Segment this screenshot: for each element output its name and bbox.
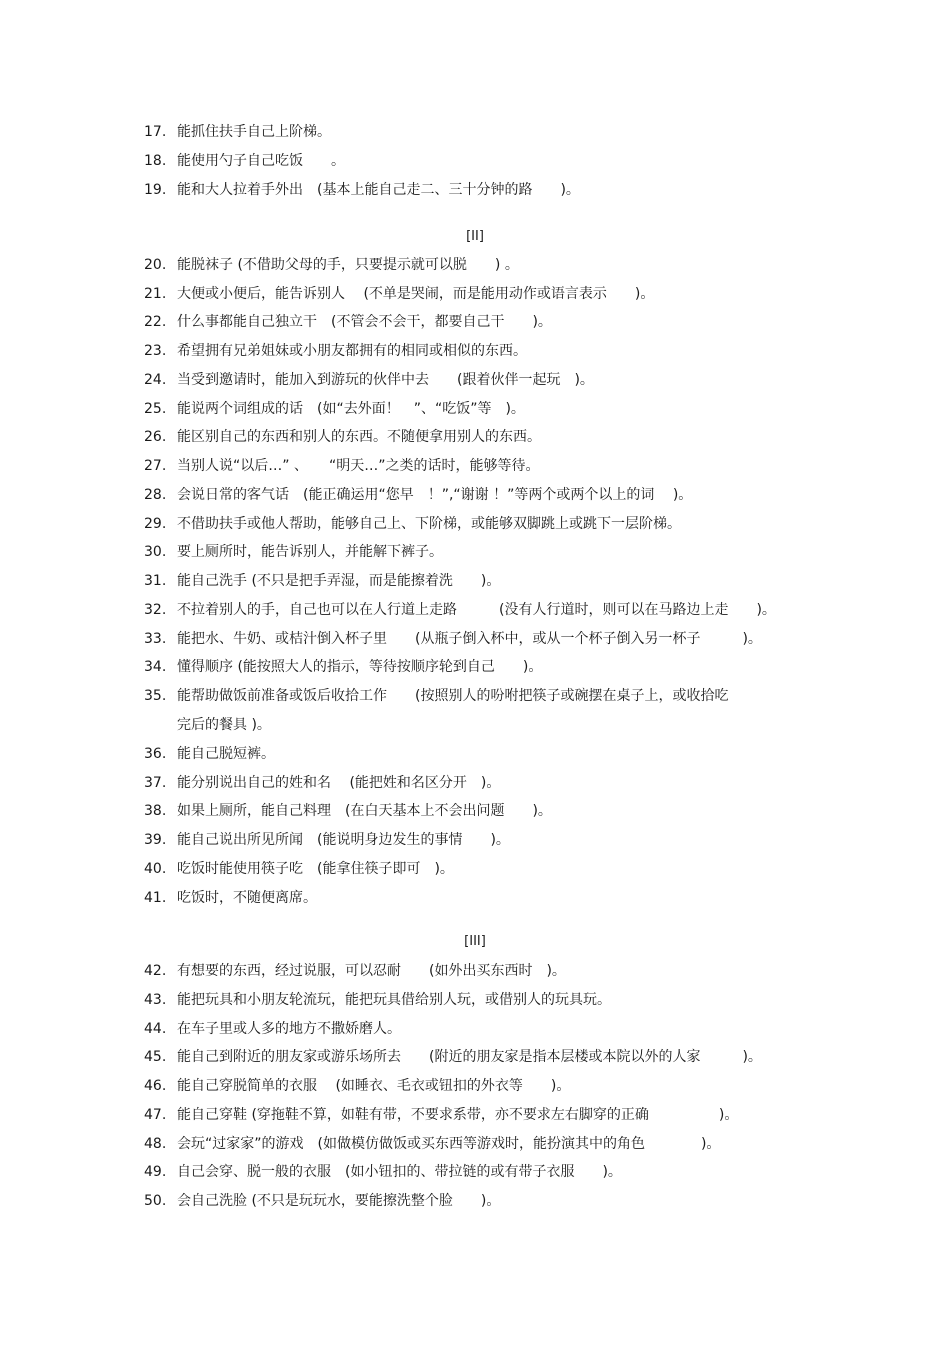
list-item bbox=[144, 831, 834, 849]
item-text: 懂得顺序 (能按照大人的指示，等待按顺序轮到自己 )。 bbox=[177, 659, 543, 675]
item-text: 能自己穿脱简单的衣服 (如睡衣、毛衣或钮扣的外衣等 )。 bbox=[177, 1078, 571, 1094]
item-text: 什么事都能自己独立干 (不管会不会干，都要自己干 )。 bbox=[177, 314, 552, 330]
item-number: 21. bbox=[144, 286, 167, 302]
item-text: 希望拥有兄弟姐妹或小朋友都拥有的相同或相似的东西。 bbox=[177, 343, 527, 359]
item-number: 23. bbox=[144, 343, 167, 359]
item-number: 49. bbox=[144, 1164, 167, 1180]
item-number: 48. bbox=[144, 1136, 167, 1152]
item-text-continuation: 完后的餐具 )。 bbox=[177, 717, 271, 733]
item-text: 能说两个词组成的话 (如“去外面！ ”、“吃饭”等 )。 bbox=[177, 401, 525, 417]
item-text: 会说日常的客气话 (能正确运用“您早 ！”,“谢谢 ！”等两个或两个以上的词 )。 bbox=[177, 487, 693, 503]
item-number: 31. bbox=[144, 573, 167, 589]
list-item bbox=[144, 658, 834, 676]
item-number: 27. bbox=[144, 458, 167, 474]
list-item bbox=[144, 1106, 834, 1124]
list-item bbox=[144, 601, 834, 619]
item-number: 45. bbox=[144, 1049, 167, 1065]
item-text: 如果上厕所，能自己料理 (在白天基本上不会出问题 )。 bbox=[177, 803, 552, 819]
list-item bbox=[144, 1020, 834, 1038]
item-number: 39. bbox=[144, 832, 167, 848]
list-item bbox=[144, 1135, 834, 1153]
list-item bbox=[144, 962, 834, 980]
list-item bbox=[144, 1077, 834, 1095]
item-number: 43. bbox=[144, 992, 167, 1008]
list-item bbox=[144, 313, 834, 331]
item-text: 会自己洗脸 (不只是玩玩水，要能擦洗整个脸 )。 bbox=[177, 1193, 501, 1209]
item-number: 35. bbox=[144, 688, 167, 704]
item-text: 能区别自己的东西和别人的东西。不随便拿用别人的东西。 bbox=[177, 429, 541, 445]
item-text: 有想要的东西，经过说服，可以忍耐 (如外出买东西时 )。 bbox=[177, 963, 566, 979]
item-text: 能自己到附近的朋友家或游乐场所去 (附近的朋友家是指本层楼或本院以外的人家 )。 bbox=[177, 1049, 762, 1065]
item-text: 能自己穿鞋 (穿拖鞋不算，如鞋有带，不要求系带，亦不要求左右脚穿的正确 )。 bbox=[177, 1107, 739, 1123]
item-text: 能自己说出所见所闻 (能说明身边发生的事情 )。 bbox=[177, 832, 510, 848]
list-item bbox=[144, 687, 834, 705]
item-text: 能分别说出自己的姓和名 (能把姓和名区分开 )。 bbox=[177, 775, 501, 791]
item-number: 47. bbox=[144, 1107, 167, 1123]
item-number: 38. bbox=[144, 803, 167, 819]
item-number: 18. bbox=[144, 153, 167, 169]
item-number: 44. bbox=[144, 1021, 167, 1037]
list-item bbox=[144, 486, 834, 504]
list-item bbox=[144, 802, 834, 820]
item-text: 自己会穿、脱一般的衣服 (如小钮扣的、带拉链的或有带子衣服 )。 bbox=[177, 1164, 622, 1180]
list-item bbox=[144, 428, 834, 446]
item-text: 能自己脱短裤。 bbox=[177, 746, 275, 762]
list-item bbox=[144, 181, 834, 199]
item-number: 33. bbox=[144, 631, 167, 647]
list-item bbox=[144, 152, 834, 170]
item-number: 19. bbox=[144, 182, 167, 198]
list-item bbox=[144, 630, 834, 648]
item-text: 能使用勺子自己吃饭 。 bbox=[177, 153, 345, 169]
item-text: 能脱袜子 (不借助父母的手，只要提示就可以脱 ) 。 bbox=[177, 257, 519, 273]
list-item bbox=[144, 774, 834, 792]
item-number: 41. bbox=[144, 890, 167, 906]
item-number: 26. bbox=[144, 429, 167, 445]
item-text: 能把玩具和小朋友轮流玩，能把玩具借给别人玩，或借别人的玩具玩。 bbox=[177, 992, 611, 1008]
list-item bbox=[144, 400, 834, 418]
item-text: 不借助扶手或他人帮助，能够自己上、下阶梯，或能够双脚跳上或跳下一层阶梯。 bbox=[177, 516, 681, 532]
item-text: 不拉着别人的手，自己也可以在人行道上走路 (没有人行道时，则可以在马路边上走 )。 bbox=[177, 602, 776, 618]
item-number: 28. bbox=[144, 487, 167, 503]
item-text: 能帮助做饭前准备或饭后收拾工作 (按照别人的吩咐把筷子或碗摆在桌子上，或收拾吃 bbox=[177, 688, 729, 704]
item-text: 在车子里或人多的地方不撒娇磨人。 bbox=[177, 1021, 401, 1037]
item-number: 30. bbox=[144, 544, 167, 560]
section-header-ii: [II] bbox=[466, 229, 484, 244]
list-item bbox=[144, 515, 834, 533]
item-number: 24. bbox=[144, 372, 167, 388]
item-text: 吃饭时能使用筷子吃 (能拿住筷子即可 )。 bbox=[177, 861, 454, 877]
list-item bbox=[144, 256, 834, 274]
list-item bbox=[144, 889, 834, 907]
list-item bbox=[144, 123, 834, 141]
item-number: 22. bbox=[144, 314, 167, 330]
item-number: 42. bbox=[144, 963, 167, 979]
item-number: 25. bbox=[144, 401, 167, 417]
item-number: 20. bbox=[144, 257, 167, 273]
list-item bbox=[144, 285, 834, 303]
item-number: 36. bbox=[144, 746, 167, 762]
list-item bbox=[144, 745, 834, 763]
list-item bbox=[144, 991, 834, 1009]
list-item bbox=[144, 457, 834, 475]
list-item bbox=[144, 572, 834, 590]
item-number: 32. bbox=[144, 602, 167, 618]
item-number: 40. bbox=[144, 861, 167, 877]
item-number: 17. bbox=[144, 124, 167, 140]
list-item bbox=[144, 1048, 834, 1066]
item-text: 会玩“过家家”的游戏 (如做模仿做饭或买东西等游戏时，能扮演其中的角色 )。 bbox=[177, 1136, 721, 1152]
item-text: 能和大人拉着手外出 (基本上能自己走二、三十分钟的路 )。 bbox=[177, 182, 580, 198]
item-text: 吃饭时，不随便离席。 bbox=[177, 890, 317, 906]
section-header-iii: [III] bbox=[464, 934, 486, 949]
list-item bbox=[144, 342, 834, 360]
item-number: 29. bbox=[144, 516, 167, 532]
list-item bbox=[144, 543, 834, 561]
item-text: 能抓住扶手自己上阶梯。 bbox=[177, 124, 331, 140]
item-text: 要上厕所时，能告诉别人，并能解下裤子。 bbox=[177, 544, 443, 560]
item-text: 当受到邀请时，能加入到游玩的伙伴中去 (跟着伙伴一起玩 )。 bbox=[177, 372, 594, 388]
item-number: 50. bbox=[144, 1193, 167, 1209]
item-text: 能自己洗手 (不只是把手弄湿，而是能擦着洗 )。 bbox=[177, 573, 501, 589]
item-text: 当别人说“以后…” 、 “明天…”之类的话时，能够等待。 bbox=[177, 458, 540, 474]
list-item bbox=[144, 1192, 834, 1210]
item-text: 大便或小便后，能告诉别人 (不单是哭闹，而是能用动作或语言表示 )。 bbox=[177, 286, 655, 302]
item-number: 37. bbox=[144, 775, 167, 791]
list-item bbox=[144, 371, 834, 389]
item-number: 46. bbox=[144, 1078, 167, 1094]
list-item bbox=[144, 1163, 834, 1181]
item-number: 34. bbox=[144, 659, 167, 675]
item-text: 能把水、牛奶、或桔汁倒入杯子里 (从瓶子倒入杯中，或从一个杯子倒入另一杯子 )。 bbox=[177, 631, 762, 647]
list-item bbox=[144, 860, 834, 878]
